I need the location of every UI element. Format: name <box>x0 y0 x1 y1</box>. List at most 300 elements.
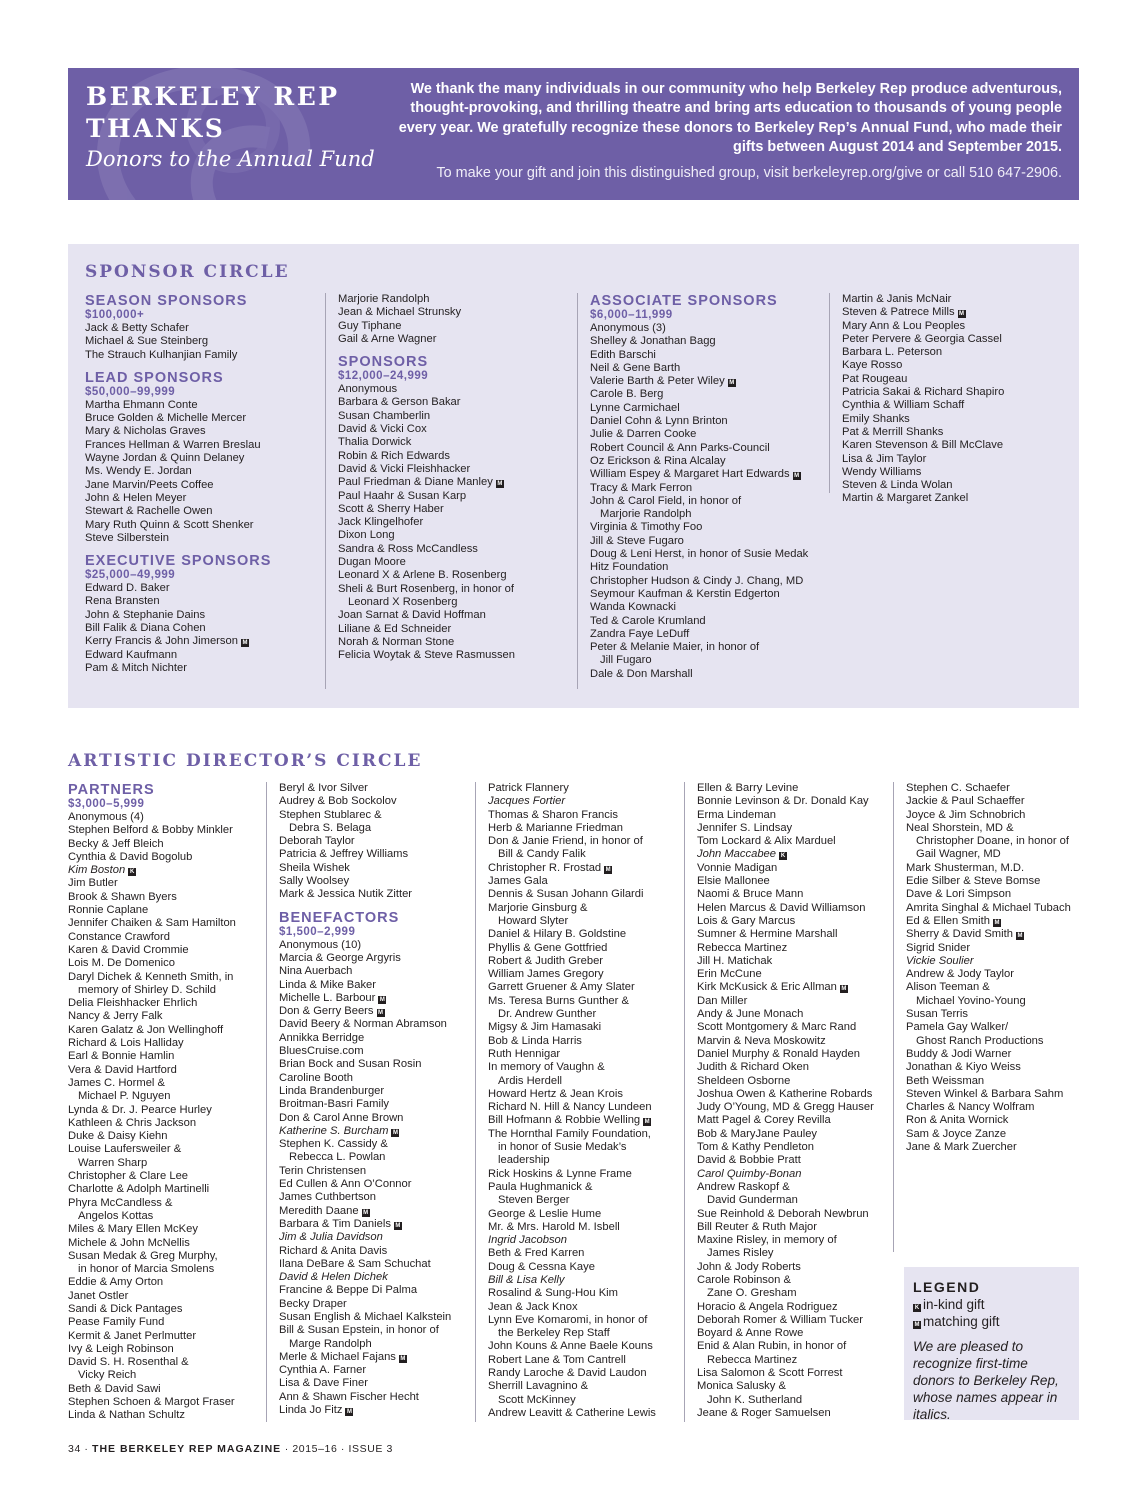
donor-name: Erin McCune <box>697 968 762 981</box>
donor-name: William James Gregory <box>488 968 604 981</box>
donor-name: Doug & Cessna Kaye <box>488 1260 595 1273</box>
artistic-column-4 <box>684 782 893 1422</box>
donor-name: Bill & Lisa Kelly <box>488 1273 565 1286</box>
donor-name: Robin & Rich Edwards <box>338 449 450 462</box>
matching-gift-icon: M <box>644 1119 650 1126</box>
matching-gift-icon: M <box>378 1010 384 1017</box>
donor-name: John & Helen Meyer <box>85 491 187 504</box>
donor-name: Linda & Mike Baker <box>279 978 377 991</box>
donor-name: Vera & David Hartford <box>68 1063 177 1076</box>
donor-name: Nina Auerbach <box>279 965 353 978</box>
donor-name: Maxine Risley, in memory of <box>697 1234 837 1247</box>
donor-name: David S. H. Rosenthal & <box>68 1356 189 1369</box>
donor-name: Marjorie Randolph <box>600 508 692 521</box>
donor-name: Andrew Leavitt & Catherine Lewis <box>488 1406 656 1419</box>
donor-name: James C. Hormel & <box>68 1076 165 1089</box>
donor-name: Michele & John McNellis <box>68 1236 190 1249</box>
donor-name: Gail & Arne Wagner <box>338 332 437 345</box>
donor-group <box>590 293 829 681</box>
donor-name: Marvin & Neva Moskowitz <box>697 1034 826 1047</box>
donor-name: Ruth Hennigar <box>488 1047 561 1060</box>
donor-name: Mary Ruth Quinn & Scott Shenker <box>85 518 254 531</box>
donor-name: Martin & Margaret Zankel <box>842 492 969 505</box>
donor-name: Jim & Julia Davidson <box>279 1231 383 1244</box>
donor-name: Linda & Nathan Schultz <box>68 1409 185 1422</box>
donor-group <box>85 370 325 545</box>
donor-name: Edith Barschi <box>590 348 656 361</box>
donor-name: Helen Marcus & David Williamson <box>697 901 866 914</box>
donor-name: Sally Woolsey <box>279 875 350 888</box>
artistic-column-3 <box>475 782 684 1422</box>
donor-name: memory of Shirley D. Schild <box>78 983 217 996</box>
donor-name: Barbara L. Peterson <box>842 346 943 359</box>
donor-name: Barbara & Tim Daniels M <box>279 1217 401 1230</box>
donor-name: Peter Pervere & Georgia Cassel <box>842 332 1002 345</box>
donor-name: Mark & Jessica Nutik Zitter <box>279 888 413 901</box>
in-kind-gift-icon: K <box>780 853 786 860</box>
donor-name: Annikka Berridge <box>279 1031 365 1044</box>
donor-name: Richard & Lois Halliday <box>68 1037 184 1050</box>
donor-name: Scott McKinney <box>498 1393 576 1406</box>
donor-name: Doug & Leni Herst, in honor of Susie Medak <box>590 548 809 561</box>
donor-name: Mark Shusterman, M.D. <box>906 861 1025 874</box>
donor-name: Marjorie Ginsburg & <box>488 901 588 914</box>
donor-name: Paul Haahr & Susan Karp <box>338 489 467 502</box>
donor-name: Garrett Gruener & Amy Slater <box>488 981 635 994</box>
donor-name: Lynne Carmichael <box>590 401 680 414</box>
artistic-column-2 <box>266 782 475 1422</box>
group-title: ASSOCIATE SPONSORS <box>590 293 778 309</box>
donor-name: Caroline Booth <box>279 1071 354 1084</box>
donor-name: Felicia Woytak & Steve Rasmussen <box>338 649 515 662</box>
donor-name: Sheila Wishek <box>279 861 350 874</box>
donor-name: Christopher R. Frostad M <box>488 861 611 874</box>
donor-name: Marge Randolph <box>289 1337 372 1350</box>
donor-name: Beth Weissman <box>906 1074 985 1087</box>
donor-name: Kermit & Janet Perlmutter <box>68 1329 197 1342</box>
donor-name: Marcia & George Argyris <box>279 951 401 964</box>
donor-name: Buddy & Jodi Warner <box>906 1047 1012 1060</box>
donor-name: Sam & Joyce Zanze <box>906 1127 1007 1140</box>
donor-name: Merle & Michael Fajans M <box>279 1350 406 1363</box>
donor-name: Duke & Daisy Kiehn <box>68 1130 168 1143</box>
donor-name: Charlotte & Adolph Martinelli <box>68 1183 210 1196</box>
donor-name: Christopher Hudson & Cindy J. Chang, MD <box>590 574 804 587</box>
donor-name: David & Helen Dichek <box>279 1271 388 1284</box>
legend-italics-note: We are pleased to recognize first-time donors to Berkeley Rep, whose names appear in italics. <box>913 1339 1059 1422</box>
group-range: $6,000–11,999 <box>590 309 673 321</box>
donor-name: Matt Pagel & Corey Revilla <box>697 1114 831 1127</box>
donor-name: Neil & Gene Barth <box>590 361 681 374</box>
donor-name: Stephen C. Schaefer <box>906 782 1010 794</box>
donor-name: The Hornthal Family Foundation, <box>488 1127 651 1140</box>
donor-name: Paula Hughmanick & <box>488 1180 593 1193</box>
donor-name: Nancy & Jerry Falk <box>68 1010 163 1023</box>
donor-group <box>697 782 893 1420</box>
donor-name: Zandra Faye LeDuff <box>590 627 690 640</box>
donor-name: David & Vicki Fleishhacker <box>338 462 471 475</box>
donor-name: Tom & Kathy Pendleton <box>697 1141 814 1154</box>
donor-name: George & Leslie Hume <box>488 1207 602 1220</box>
donor-name: the Berkeley Rep Staff <box>498 1327 610 1340</box>
donor-name: Vonnie Madigan <box>697 861 778 874</box>
donor-name: Patricia Sakai & Richard Shapiro <box>842 386 1005 399</box>
donor-name: Anonymous (3) <box>590 322 666 334</box>
donor-name: Sandra & Ross McCandless <box>338 542 478 555</box>
donor-name: Ed & Ellen Smith M <box>906 914 1000 927</box>
matching-gift-icon: M <box>400 1355 406 1362</box>
sponsor-circle-panel <box>68 244 1079 708</box>
donor-name: Beth & Fred Karren <box>488 1247 585 1260</box>
donor-name: Pamela Gay Walker/ <box>906 1021 1009 1034</box>
group-title: SEASON SPONSORS <box>85 293 248 309</box>
donor-name: in honor of Susie Medak’s <box>498 1141 627 1154</box>
donor-name: Jennifer S. Lindsay <box>697 821 793 834</box>
donor-name: Guy Tiphane <box>338 319 402 332</box>
donor-name: John & Carol Field, in honor of <box>590 494 742 507</box>
sponsor-circle-title: SPONSOR CIRCLE <box>85 262 290 282</box>
in-kind-gift-icon: K <box>130 869 135 876</box>
donor-name: Lois & Gary Marcus <box>697 914 796 927</box>
donor-group <box>488 782 684 1420</box>
donor-name: Karen Galatz & Jon Wellinghoff <box>68 1023 224 1036</box>
donor-name: Don & Gerry Beers M <box>279 1005 384 1018</box>
donor-name: Jack & Betty Schafer <box>85 322 189 334</box>
donor-group <box>338 293 577 346</box>
donor-name: in honor of Marcia Smolens <box>78 1263 215 1276</box>
sponsor-column-4 <box>829 293 1069 505</box>
matching-gift-icon: M <box>994 919 1000 926</box>
donor-name: Sue Reinhold & Deborah Newbrun <box>697 1207 869 1220</box>
donor-name: Rick Hoskins & Lynne Frame <box>488 1167 632 1180</box>
donor-name: John & Jody Roberts <box>697 1260 801 1273</box>
donor-name: Don & Carol Anne Brown <box>279 1111 404 1124</box>
donor-name: Michael Yovino-Young <box>916 994 1026 1007</box>
donor-name: James Risley <box>707 1247 774 1260</box>
donor-name: Sumner & Hermine Marshall <box>697 928 838 941</box>
donor-name: Richard N. Hill & Nancy Lundeen <box>488 1101 652 1114</box>
donor-name: Ms. Teresa Burns Gunther & <box>488 994 629 1007</box>
donor-name: Jill Fugaro <box>600 654 652 667</box>
donor-name: Jim Butler <box>68 877 118 890</box>
donor-group <box>85 293 325 362</box>
matching-gift-icon: M <box>841 986 847 993</box>
donor-group <box>68 782 266 1423</box>
matching-gift-icon: M <box>395 1222 401 1229</box>
donor-name: Shelley & Jonathan Bagg <box>590 335 716 348</box>
matching-gift-icon: M <box>794 473 800 480</box>
group-range: $50,000–99,999 <box>85 385 176 398</box>
donor-name: Ghost Ranch Productions <box>916 1034 1044 1047</box>
donor-name: Edward Kaufmann <box>85 648 178 661</box>
matching-gift-icon: M <box>346 1409 352 1416</box>
donor-name: Howard Slyter <box>498 914 569 927</box>
group-range: $100,000+ <box>85 309 145 321</box>
donor-name: James Cuthbertson <box>279 1191 377 1204</box>
donor-name: Bill Hofmann & Robbie Welling M <box>488 1114 650 1127</box>
header-banner <box>68 68 1079 200</box>
donor-name: Marjorie Randolph <box>338 293 430 305</box>
donor-name: Thalia Dorwick <box>338 436 412 449</box>
donor-name: Daryl Dichek & Kenneth Smith, in <box>68 970 234 983</box>
group-title: EXECUTIVE SPONSORS <box>85 553 272 570</box>
donor-name: Jill H. Matichak <box>697 954 773 967</box>
donor-name: Dennis & Susan Johann Gilardi <box>488 888 644 901</box>
donor-name: Joyce & Jim Schnobrich <box>906 808 1026 821</box>
donor-name: Lois M. De Domenico <box>68 957 175 970</box>
donor-name: Boyard & Anne Rowe <box>697 1327 804 1340</box>
donor-name: Robert & Judith Greber <box>488 954 604 967</box>
donor-name: Pat Rougeau <box>842 372 908 385</box>
donor-name: Carol Quimby-Bonan <box>697 1167 802 1180</box>
donor-name: Bill & Susan Epstein, in honor of <box>279 1324 439 1337</box>
donor-name: Richard & Anita Davis <box>279 1244 388 1257</box>
donor-name: Erma Lindeman <box>697 808 776 821</box>
donor-name: Jackie & Paul Schaeffer <box>906 795 1025 808</box>
donor-name: Bonnie Levinson & Dr. Donald Kay <box>697 795 869 808</box>
donor-name: Bill Reuter & Ruth Major <box>697 1220 817 1233</box>
donor-name: Tracy & Mark Ferron <box>590 481 693 494</box>
donor-name: Barbara & Gerson Bakar <box>338 396 461 409</box>
donor-group <box>85 553 325 675</box>
donor-name: Deborah Romer & William Tucker <box>697 1313 863 1326</box>
donor-name: Vickie Soulier <box>906 954 974 967</box>
donor-name: Leonard X & Arlene B. Rosenberg <box>338 569 507 582</box>
donor-name: Jean & Jack Knox <box>488 1300 578 1313</box>
donor-name: Elsie Mallonee <box>697 875 770 888</box>
page-title: BERKELEY REP THANKS <box>86 82 340 143</box>
matching-gift-icon: M <box>242 640 248 647</box>
donor-name: Don & Janie Friend, in honor of <box>488 835 643 848</box>
donor-name: Kaye Rosso <box>842 359 903 372</box>
donor-name: Rebecca Martinez <box>697 941 788 954</box>
donor-name: Peter & Melanie Maier, in honor of <box>590 641 760 654</box>
donor-name: Joshua Owen & Katherine Robards <box>697 1087 873 1100</box>
donor-name: Sherrill Lavagnino & <box>488 1380 589 1393</box>
donor-name: In memory of Vaughn & <box>488 1061 605 1074</box>
group-range: $3,000–5,999 <box>68 798 145 810</box>
donor-name: Horacio & Angela Rodriguez <box>697 1300 838 1313</box>
donor-name: Jacques Fortier <box>488 795 566 808</box>
donor-name: Bob & Linda Harris <box>488 1034 582 1047</box>
donor-name: Phyllis & Gene Gottfried <box>488 941 608 954</box>
group-title: BENEFACTORS <box>279 909 400 926</box>
donor-name: Jill & Steve Fugaro <box>590 534 684 547</box>
legend-box <box>904 1267 1079 1420</box>
matching-gift-icon: M <box>959 311 965 318</box>
donor-name: Ron & Anita Wornick <box>906 1114 1009 1127</box>
give-call-to-action: To make your gift and join this distinguished group, visit berkeleyrep.org/give or call 510 647-2906. <box>436 165 1062 181</box>
donor-name: Ilana DeBare & Sam Schuchat <box>279 1257 431 1270</box>
donor-name: Robert Council & Ann Parks-Council <box>590 441 770 454</box>
donor-name: Andy & June Monach <box>697 1008 804 1021</box>
donor-name: David Gunderman <box>707 1194 798 1207</box>
donor-name: Lynda & Dr. J. Pearce Hurley <box>68 1103 212 1116</box>
donor-name: Andrew Raskopf & <box>697 1180 790 1193</box>
donor-name: Judith & Richard Oken <box>697 1061 809 1074</box>
donor-name: Jennifer Chaiken & Sam Hamilton <box>68 917 236 930</box>
donor-name: Daniel & Hilary B. Goldstine <box>488 928 627 941</box>
donor-name: Ivy & Leigh Robinson <box>68 1342 174 1355</box>
matching-gift-icon: M <box>605 866 611 873</box>
legend-matching: M matching gift <box>914 1314 1000 1329</box>
donor-name: Tom Lockard & Alix Marduel <box>697 835 836 848</box>
donor-name: Karen & David Crommie <box>68 943 189 956</box>
donor-name: Norah & Norman Stone <box>338 635 455 648</box>
donor-name: Martin & Janis McNair <box>842 293 952 305</box>
donor-group <box>906 782 1079 1154</box>
donor-name: Anonymous (10) <box>279 938 362 951</box>
donor-name: Herb & Marianne Friedman <box>488 821 623 834</box>
donor-name: Stephen Stublarec & <box>279 808 382 821</box>
donor-name: Sheldeen Osborne <box>697 1074 791 1087</box>
donor-name: Zane O. Gresham <box>707 1287 797 1300</box>
donor-name: Susan Terris <box>906 1008 968 1021</box>
donor-name: Steven Berger <box>498 1194 570 1207</box>
donor-name: Delia Fleishhacker Ehrlich <box>68 997 198 1010</box>
donor-name: Pam & Mitch Nichter <box>85 661 187 674</box>
donor-name: Kathleen & Chris Jackson <box>68 1116 197 1129</box>
donor-name: Oz Erickson & Rina Alcalay <box>590 454 726 467</box>
matching-gift-icon: M <box>392 1129 398 1136</box>
donor-name: Bruce Golden & Michelle Mercer <box>85 412 247 425</box>
matching-badge-icon: M <box>914 1322 920 1328</box>
donor-name: Jeane & Roger Samuelsen <box>697 1406 831 1419</box>
donor-name: Anonymous <box>338 383 398 396</box>
donor-name: Mr. & Mrs. Harold M. Isbell <box>488 1220 620 1233</box>
donor-name: Cynthia & David Bogolub <box>68 850 193 863</box>
donor-name: Kerry Francis & John Jimerson M <box>85 635 248 648</box>
donor-name: Brook & Shawn Byers <box>68 890 177 903</box>
donor-name: Ardis Herdell <box>498 1074 563 1087</box>
donor-name: Judy O’Young, MD & Gregg Hauser <box>697 1101 874 1114</box>
sponsor-column-2 <box>325 293 577 689</box>
donor-name: Warren Sharp <box>78 1156 148 1169</box>
matching-gift-icon: M <box>379 996 385 1003</box>
donor-name: Cynthia & William Schaff <box>842 399 965 412</box>
donor-name: Edward D. Baker <box>85 582 170 595</box>
donor-name: Sheli & Burt Rosenberg, in honor of <box>338 582 514 595</box>
donor-name: Carole B. Berg <box>590 388 664 401</box>
donor-name: Bill & Candy Falik <box>498 848 586 861</box>
donor-name: Carole Robinson & <box>697 1273 791 1286</box>
donor-name: Wayne Jordan & Quinn Delaney <box>85 452 245 465</box>
donor-name: Ingrid Jacobson <box>488 1234 567 1247</box>
donor-name: The Strauch Kulhanjian Family <box>85 348 238 361</box>
donor-name: David & Vicki Cox <box>338 423 427 436</box>
donor-name: Susan English & Michael Kalkstein <box>279 1310 452 1323</box>
donor-name: Mary & Nicholas Graves <box>85 425 206 438</box>
donor-name: Rosalind & Sung-Hou Kim <box>488 1287 618 1300</box>
donor-name: John Maccabee K <box>697 848 786 861</box>
donor-name: John Kouns & Anne Baele Kouns <box>488 1340 653 1353</box>
page-subtitle: Donors to the Annual Fund <box>86 147 375 171</box>
donor-name: Mary Ann & Lou Peoples <box>842 319 966 332</box>
donor-name: Phyra McCandless & <box>68 1196 173 1209</box>
donor-name: Frances Hellman & Warren Breslau <box>85 438 261 451</box>
donor-name: Migsy & Jim Hamasaki <box>488 1021 602 1034</box>
donor-group <box>279 910 475 1418</box>
donor-name: leadership <box>498 1154 550 1167</box>
donor-name: Rena Bransten <box>85 595 160 608</box>
donor-name: Alison Teeman & <box>906 981 990 994</box>
legend-title: LEGEND <box>913 1279 981 1295</box>
donor-name: Lynn Eve Komaromi, in honor of <box>488 1313 648 1326</box>
donor-name: Leonard X Rosenberg <box>348 595 458 608</box>
donor-name: Karen Stevenson & Bill McClave <box>842 439 1004 452</box>
donor-name: Stephen K. Cassidy & <box>279 1138 388 1151</box>
donor-name: Deborah Taylor <box>279 835 355 848</box>
donor-name: Steven Winkel & Barbara Sahm <box>906 1087 1064 1100</box>
donor-name: Scott & Sherry Haber <box>338 502 444 515</box>
donor-name: Rebecca Martinez <box>707 1353 798 1366</box>
artistic-column-1 <box>68 782 266 1431</box>
group-range: $1,500–2,999 <box>279 925 356 938</box>
donor-group <box>338 354 577 662</box>
donor-name: Ronnie Caplane <box>68 904 149 917</box>
donor-name: Neal Shorstein, MD & <box>906 821 1014 834</box>
donor-name: Jane & Mark Zuercher <box>906 1141 1017 1154</box>
donor-name: Ted & Carole Krumland <box>590 614 706 627</box>
donor-name: Stephen Belford & Bobby Minkler <box>68 824 233 837</box>
donor-name: Hitz Foundation <box>590 561 669 574</box>
group-range: $25,000–49,999 <box>85 569 176 582</box>
donor-name: Amrita Singhal & Michael Tubach <box>906 901 1071 914</box>
donor-name: Ann & Shawn Fischer Hecht <box>279 1390 419 1403</box>
donor-name: Francine & Beppe Di Palma <box>279 1284 418 1297</box>
group-title: PARTNERS <box>68 782 155 798</box>
donor-name: Jean & Michael Strunsky <box>338 306 462 319</box>
donor-name: Seymour Kaufman & Kerstin Edgerton <box>590 587 780 600</box>
donor-name: Sandi & Dick Pantages <box>68 1302 183 1315</box>
legend-inkind: K in-kind gift <box>914 1297 985 1312</box>
artistic-column-5 <box>893 782 1079 1252</box>
donor-name: Robert Lane & Tom Cantrell <box>488 1353 626 1366</box>
donor-name: Constance Crawford <box>68 930 170 943</box>
donor-name: Steven & Patrece Mills M <box>842 306 965 319</box>
donor-name: Stewart & Rachelle Owen <box>85 505 213 518</box>
inkind-badge-icon: K <box>914 1305 920 1311</box>
issue-label: · 2015–16 · ISSUE 3 <box>284 1443 393 1455</box>
donor-name: John & Stephanie Dains <box>85 608 206 621</box>
donor-name: Valerie Barth & Peter Wiley M <box>590 375 735 388</box>
donor-name: Thomas & Sharon Francis <box>488 808 618 821</box>
donor-name: Cynthia A. Farner <box>279 1364 367 1377</box>
donor-name: Charles & Nancy Wolfram <box>906 1101 1035 1114</box>
donor-name: Jonathan & Kiyo Weiss <box>906 1061 1021 1074</box>
donor-name: Steve Silberstein <box>85 531 169 544</box>
donor-name: Julie & Darren Cooke <box>590 428 697 441</box>
donor-group <box>842 293 1069 506</box>
donor-name: Daniel Murphy & Ronald Hayden <box>697 1047 860 1060</box>
donor-name: Lisa & Dave Finer <box>279 1377 368 1390</box>
donor-name: Ed Cullen & Ann O’Connor <box>279 1178 412 1191</box>
group-range: $12,000–24,999 <box>338 370 429 383</box>
donor-name: Terin Christensen <box>279 1164 367 1177</box>
donor-name: Susan Chamberlin <box>338 409 431 422</box>
donor-name: Katherine S. Burcham M <box>279 1124 398 1137</box>
donor-name: Linda Brandenburger <box>279 1084 385 1097</box>
donor-name: Lisa & Jim Taylor <box>842 452 927 465</box>
donor-group <box>279 782 475 902</box>
donor-name: Linda Jo Fitz M <box>279 1404 352 1417</box>
donor-name: Rebecca L. Powlan <box>289 1151 386 1164</box>
donor-name: Meredith Daane M <box>279 1204 369 1217</box>
donor-name: Susan Medak & Greg Murphy, <box>68 1249 218 1262</box>
donor-name: Christopher & Clare Lee <box>68 1170 189 1183</box>
donor-name: Emily Shanks <box>842 412 910 425</box>
donor-name: John K. Sutherland <box>707 1393 803 1406</box>
